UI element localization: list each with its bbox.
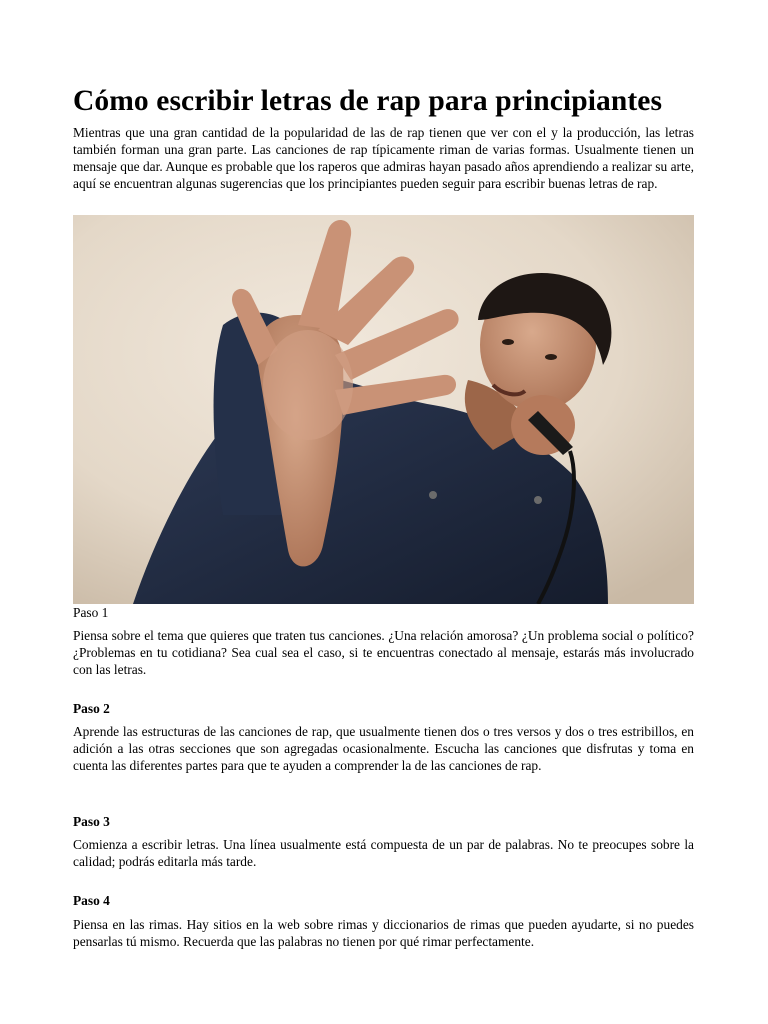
- intro-paragraph: Mientras que una gran cantidad de la popularidad de las de rap tienen que ver con el y la producción, las letras también forman una gran parte. Las canciones de rap típicamente riman de varias formas. Usualmente tienen un mensaje que dar. Aunque es probable que los raperos que admiras hayan pasado años aprendiendo a realizar su arte, aquí se encuentran algunas sugerencias que los principiantes pueden seguir para escribir buenas letras de rap.: [73, 125, 694, 191]
- page-title: Cómo escribir letras de rap para principiantes: [73, 85, 663, 117]
- step-3-heading: Paso 3: [73, 814, 110, 829]
- step-4-heading: Paso 4: [73, 893, 110, 908]
- step-1-heading: Paso 1: [73, 605, 109, 620]
- step-3-text: Comienza a escribir letras. Una línea usualmente está compuesta de un par de palabras. No te preocupes sobre la calidad; podrás editarla más tarde.: [73, 837, 694, 869]
- step-4-text: Piensa en las rimas. Hay sitios en la web sobre rimas y diccionarios de rimas que pueden ayudarte, si no puedes pensarlas tú mismo. Recuerda que las palabras no tienen por qué rimar perfectamente.: [73, 917, 694, 949]
- step-2-text: Aprende las estructuras de las canciones de rap, que usualmente tienen dos o tres versos y dos o tres estribillos, en adición a las otras secciones que son agregadas ocasionalmente. Escucha las canciones que disfrutas y toma en cuenta las diferentes partes para que te ayuden a comprender la de las canciones de rap.: [73, 724, 694, 773]
- step-1-text: Piensa sobre el tema que quieres que traten tus canciones. ¿Una relación amorosa? ¿Un problema social o político? ¿Problemas en tu cotidiana? Sea cual sea el caso, si te encuentras conectado al mensaje, estarás más involucrado con las letras.: [73, 628, 694, 677]
- rapper-photo: [73, 215, 694, 604]
- step-2-heading: Paso 2: [73, 701, 110, 716]
